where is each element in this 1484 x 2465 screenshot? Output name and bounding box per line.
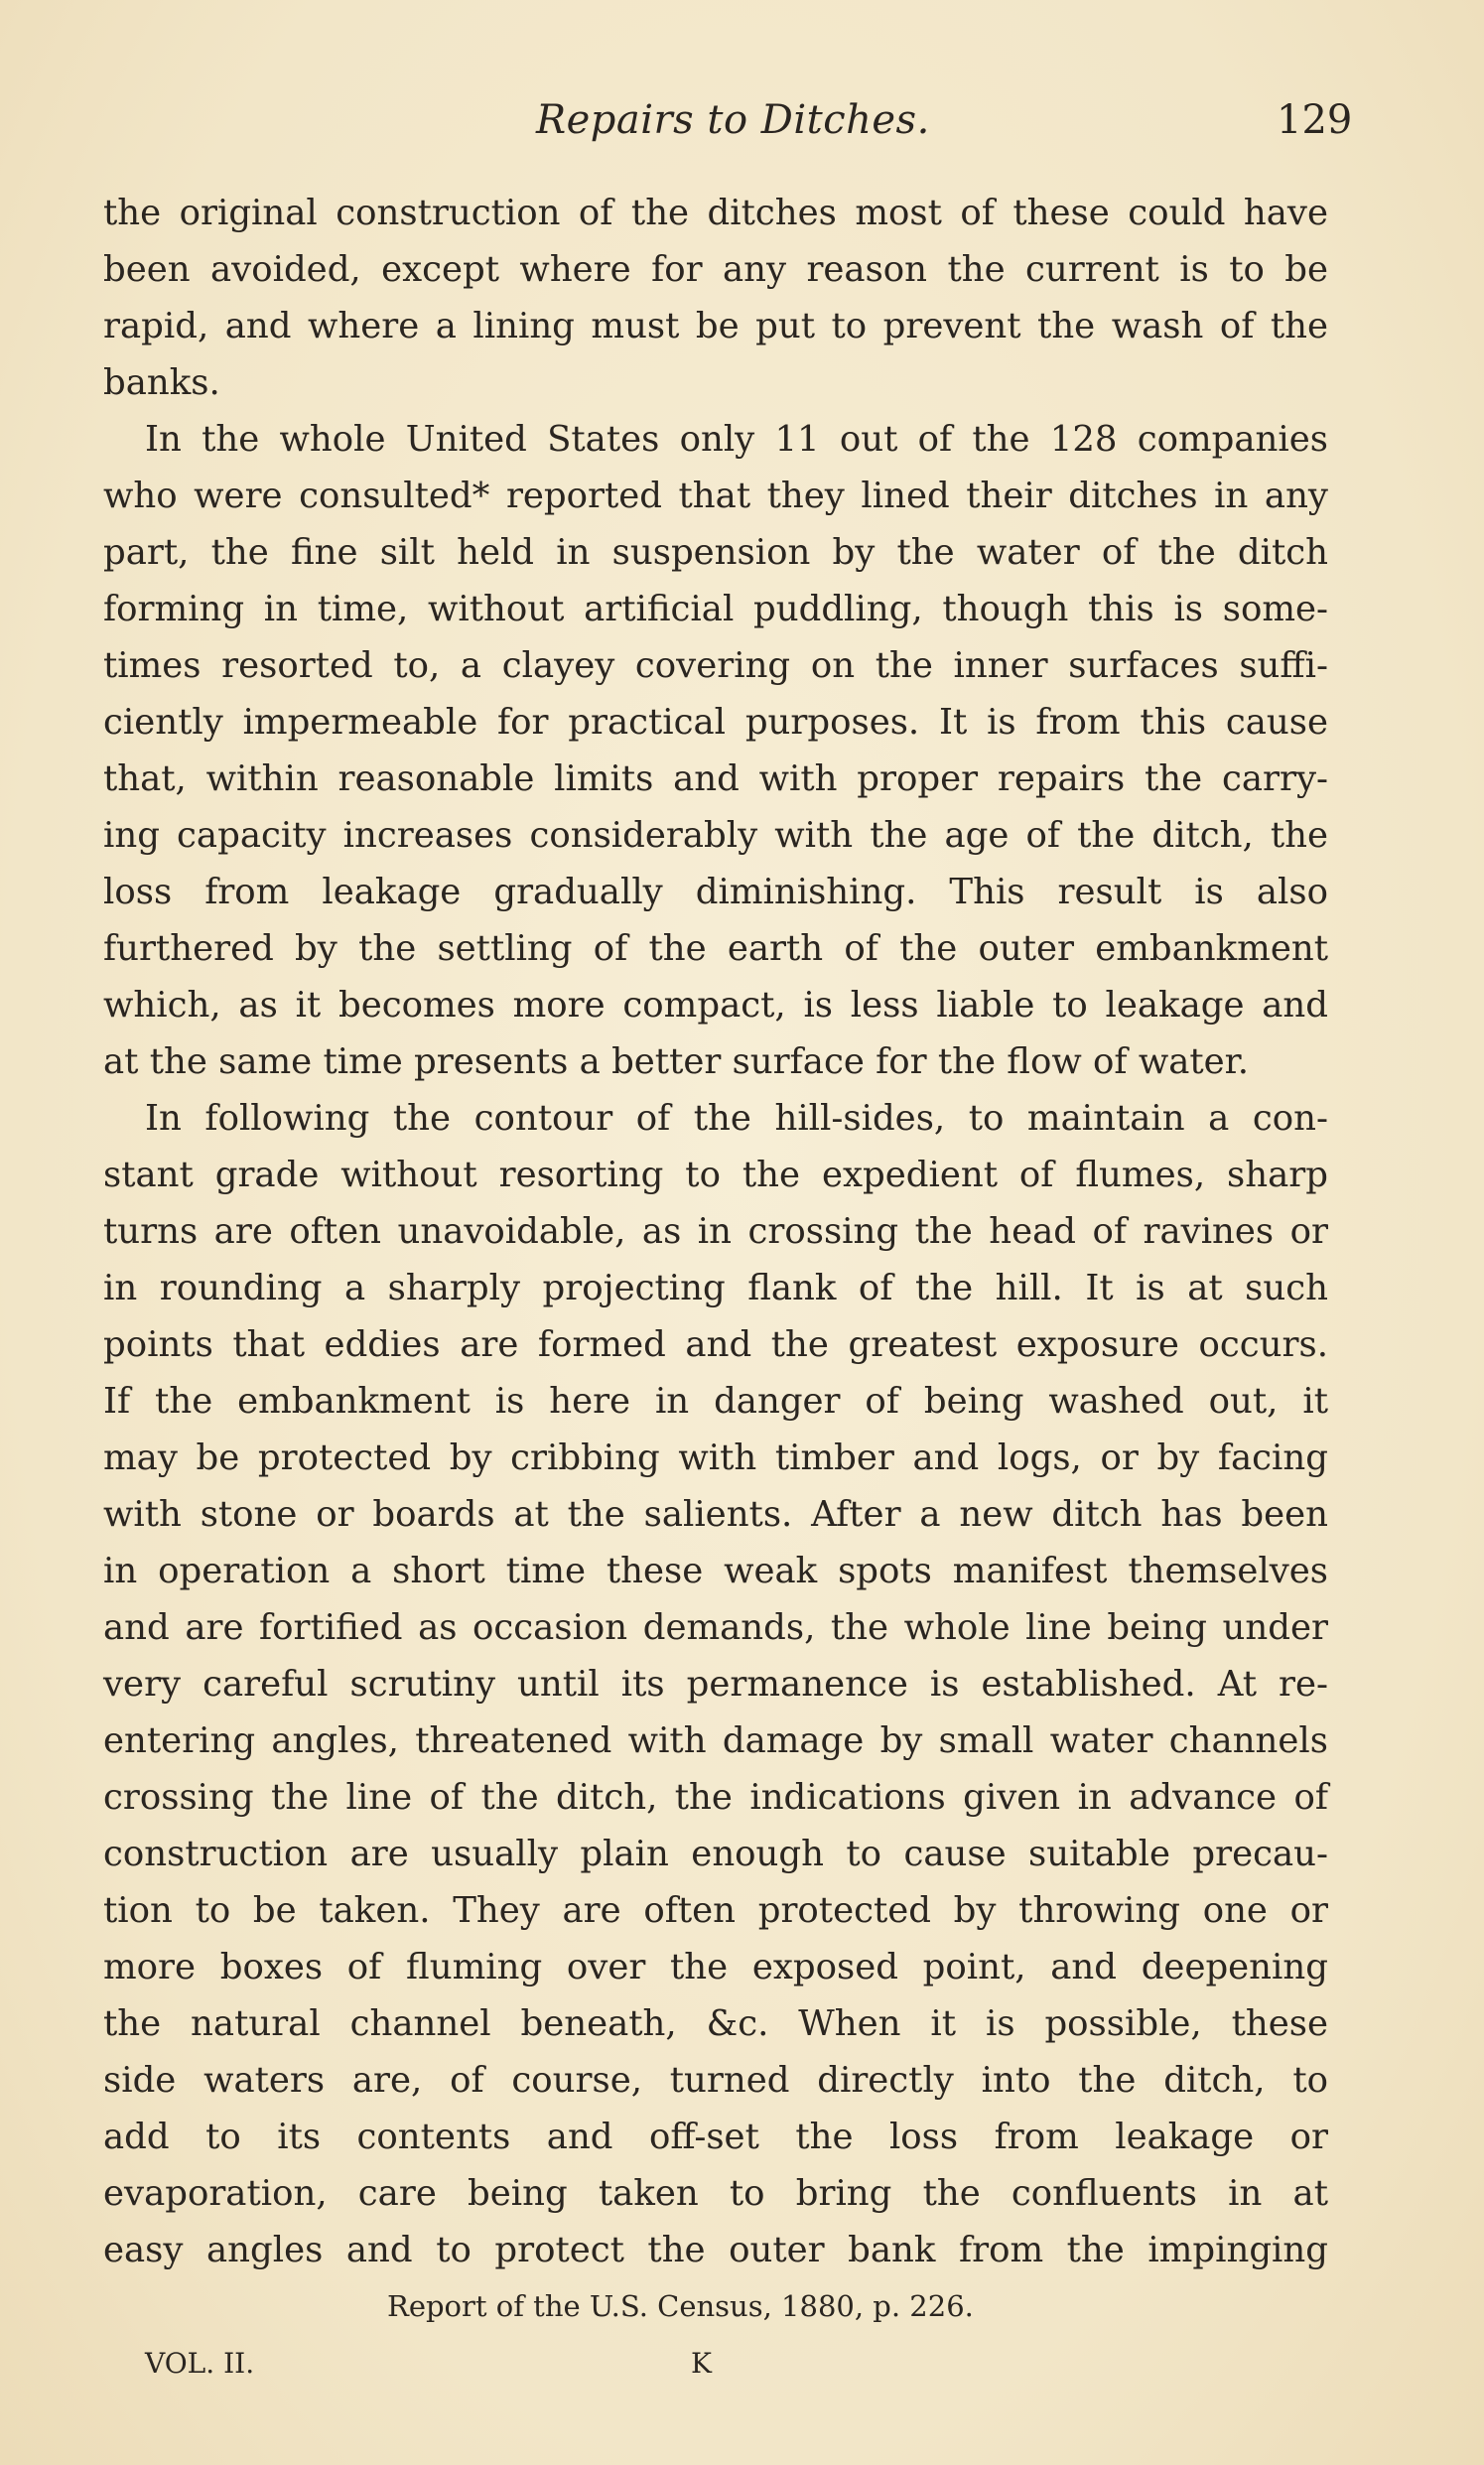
- text-line: in operation a short time these weak spots manifest themselves: [103, 1551, 1328, 1591]
- text-line: and are fortified as occasion demands, the whole line being under: [103, 1607, 1328, 1648]
- text-line: In following the contour of the hill-sides, to maintain a con-: [145, 1098, 1328, 1139]
- text-line: which, as it becomes more compact, is less liable to leakage and: [103, 985, 1328, 1026]
- text-line: rapid, and where a lining must be put to prevent the wash of the: [103, 306, 1328, 346]
- text-line: the original construction of the ditches most of these could have: [103, 193, 1328, 233]
- text-line: part, the fine silt held in suspension by the water of the ditch: [103, 532, 1328, 573]
- text-line: add to its contents and off-set the loss from leakage or: [103, 2117, 1328, 2157]
- text-line: at the same time presents a better surface for the flow of water.: [103, 1041, 1250, 1082]
- text-line: the natural channel beneath, &c. When it is possible, these: [103, 2003, 1328, 2044]
- text-line: that, within reasonable limits and with proper repairs the carry-: [103, 758, 1328, 799]
- text-line: In the whole United States only 11 out of the 128 companies: [145, 419, 1328, 460]
- page-number: 129: [1277, 97, 1353, 143]
- text-line: with stone or boards at the salients. After a new ditch has been: [103, 1494, 1328, 1535]
- text-line: very careful scrutiny until its permanence is established. At re-: [103, 1664, 1328, 1705]
- footnote: Report of the U.S. Census, 1880, p. 226.: [387, 2289, 974, 2323]
- text-line: who were consulted* reported that they lined their ditches in any: [103, 476, 1328, 516]
- text-line: ing capacity increases considerably with the age of the ditch, the: [103, 815, 1328, 856]
- text-line: been avoided, except where for any reason the current is to be: [103, 249, 1328, 290]
- text-line: turns are often unavoidable, as in crossing the head of ravines or: [103, 1211, 1328, 1252]
- text-line: may be protected by cribbing with timber and logs, or by facing: [103, 1438, 1328, 1478]
- running-head-title: Repairs to Ditches.: [536, 97, 930, 143]
- text-line: furthered by the settling of the earth of the outer embankment: [103, 928, 1328, 969]
- text-line: easy angles and to protect the outer bank from the impinging: [103, 2230, 1328, 2270]
- text-line: loss from leakage gradually diminishing. This result is also: [103, 872, 1328, 912]
- text-line: If the embankment is here in danger of being washed out, it: [103, 1381, 1328, 1422]
- text-line: points that eddies are formed and the greatest exposure occurs.: [103, 1324, 1328, 1365]
- text-line: banks.: [103, 362, 220, 403]
- text-line: forming in time, without artificial puddling, though this is some-: [103, 589, 1328, 629]
- running-head: [0, 97, 1484, 157]
- volume-mark: VOL. II.: [145, 2347, 255, 2380]
- text-line: crossing the line of the ditch, the indications given in advance of: [103, 1777, 1328, 1818]
- body-text: [103, 185, 1328, 2278]
- text-line: in rounding a sharply projecting flank of the hill. It is at such: [103, 1268, 1328, 1308]
- text-line: more boxes of fluming over the exposed point, and deepening: [103, 1947, 1328, 1987]
- text-line: evaporation, care being taken to bring the confluents in at: [103, 2173, 1328, 2214]
- signature-letter: K: [691, 2347, 712, 2380]
- text-line: side waters are, of course, turned directly into the ditch, to: [103, 2060, 1328, 2101]
- text-line: tion to be taken. They are often protected by throwing one or: [103, 1890, 1328, 1931]
- text-line: construction are usually plain enough to cause suitable precau-: [103, 1834, 1328, 1874]
- printer-signature: [0, 2347, 1484, 2387]
- text-line: stant grade without resorting to the expedient of flumes, sharp: [103, 1155, 1328, 1195]
- text-line: ciently impermeable for practical purposes. It is from this cause: [103, 702, 1328, 743]
- text-line: entering angles, threatened with damage by small water channels: [103, 1720, 1328, 1761]
- text-line: times resorted to, a clayey covering on the inner surfaces suffi-: [103, 645, 1328, 686]
